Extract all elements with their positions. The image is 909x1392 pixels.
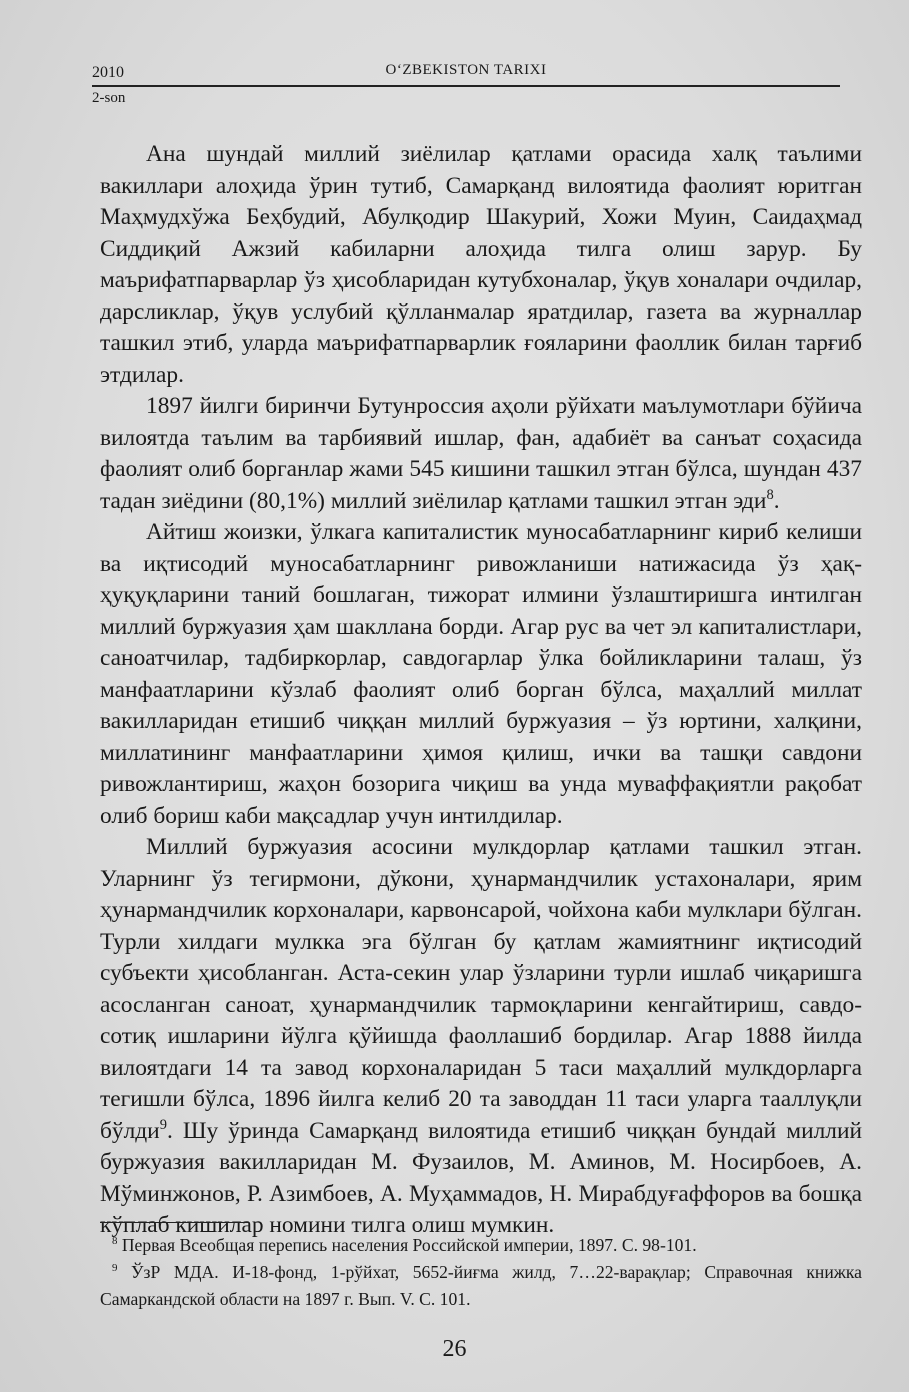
footnote-ref: 8: [766, 486, 774, 503]
header-issue: 2-son: [92, 90, 126, 106]
paragraph-text: . Шу ўринда Самарқанд вилоятида етишиб чиққан бундай миллий буржуазия вакилларидан М. Фузаилов, М. Аминов, М. Носирбоев, А. Мўминжонов, Р. Азимбоев, А. Муҳаммадов, Н. Мирабдуғаффоров ва бошқа кўплаб кишилар номини тилга олиш мумкин.: [100, 1117, 862, 1238]
paragraph-text: Айтиш жоизки, ўлкага капиталистик муносабатларнинг кириб келиши ва иқтисодий муносабатларнинг ривожланиши натижасида ўз ҳақ-ҳуқуқларини таний бошлаган, тижорат илмини ўзлаштиришга интилган миллий буржуазия ҳам шакллана борди. Агар рус ва чет эл капиталистлари, саноатчилар, тадбиркорлар, савдогарлар ўлка бойликларини талаш, ўз манфаатларини кўзлаб фаолият олиб борган бўлса, маҳаллий миллат вакилларидан етишиб чиққан миллий буржуазия – ўз юртини, халқини, миллатининг манфаатларини ҳимоя қилиш, ички ва ташқи савдони ривожлантириш, жаҳон бозорига чиқиш ва унда муваффақиятли рақобат олиб бориш каби мақсадлар учун интилдилар.: [100, 519, 862, 829]
paragraph-text: Миллий буржуазия асосини мулкдорлар қатлами ташкил этган. Уларнинг ўз тегирмони, дўкони, ҳунармандчилик устахоналари, ярим ҳунармандчилик корхоналари, карвонсарой, чойхона каби мулклари бўлган. Турли хилдаги мулкка эга бўлган бу қатлам жамиятнинг иқтисодий субъекти ҳисобланган. Аста-секин улар ўзларини турли ишлаб чиқаришга асосланган саноат, ҳунармандчилик тармоқларини кенгайтириш, савдо-сотиқ ишларини йўлга қўйишда фаоллашиб бордилар. Агар 1888 йилда вилоятдаги 14 та завод корхоналаридан 5 таси маҳаллий мулкдорларга тегишли бўлса, 1896 йилга келиб 20 та заводдан 11 таси уларга тааллуқли бўлди: [100, 834, 862, 1144]
paragraph: [100, 391, 862, 517]
header-journal-title: O‘ZBEKISTON TARIXI: [385, 62, 547, 78]
footnote: [100, 1259, 862, 1313]
footnotes: [100, 1232, 862, 1313]
footnote-ref: 9: [159, 1116, 167, 1133]
footnote-text: Первая Всеобщая перепись населения Российской империи, 1897. С. 98-101.: [117, 1235, 697, 1255]
paragraph: [100, 139, 862, 391]
header-rule: [92, 85, 840, 87]
paragraph-text: 1897 йилги биринчи Бутунроссия аҳоли рўйхати маълумотлари бўйича вилоятда таълим ва тарбиявий ишлар, фан, адабиёт ва санъат соҳасида фаолият олиб борганлар жами 545 кишини ташкил этган бўлса, шундан 437 тадан зиёдини (80,1%) миллий зиёлилар қатлами ташкил этган эди: [100, 393, 862, 514]
footnote-mark: 8: [112, 1235, 118, 1248]
page-number: 26: [442, 1336, 467, 1362]
paragraph-text: .: [773, 487, 780, 514]
footnote-mark: 9: [112, 1262, 118, 1275]
main-text: [100, 139, 862, 1242]
footnote-text: ЎзР МДА. И-18-фонд, 1-рўйхат, 5652-йиғма жилд, 7…22-варақлар; Справочная книжка Самаркандской области на 1897 г. Вып. V. С. 101.: [100, 1262, 862, 1309]
footnote: [100, 1232, 862, 1259]
footnote-separator: [100, 1222, 248, 1223]
running-header: [92, 60, 840, 110]
paragraph: [100, 517, 862, 832]
paragraph: [100, 832, 862, 1242]
paragraph-text: Ана шундай миллий зиёлилар қатлами орасида халқ таълими вакиллари алоҳида ўрин тутиб, Самарқанд вилоятида фаолият юритган Маҳмудхўжа Беҳбудий, Абулқодир Шакурий, Хожи Муин, Саидаҳмад Сиддиқий Ажзий кабиларни алоҳида тилга олиш зарур. Бу маърифатпарварлар ўз ҳисобларидан кутубхоналар, ўқув хоналари очдилар, дарсликлар, ўқув услубий қўлланмалар яратдилар, газета ва журналлар ташкил этиб, уларда маърифатпарварлик ғояларини фаоллик билан тарғиб этдилар.: [100, 141, 862, 388]
header-year: 2010: [92, 64, 124, 81]
